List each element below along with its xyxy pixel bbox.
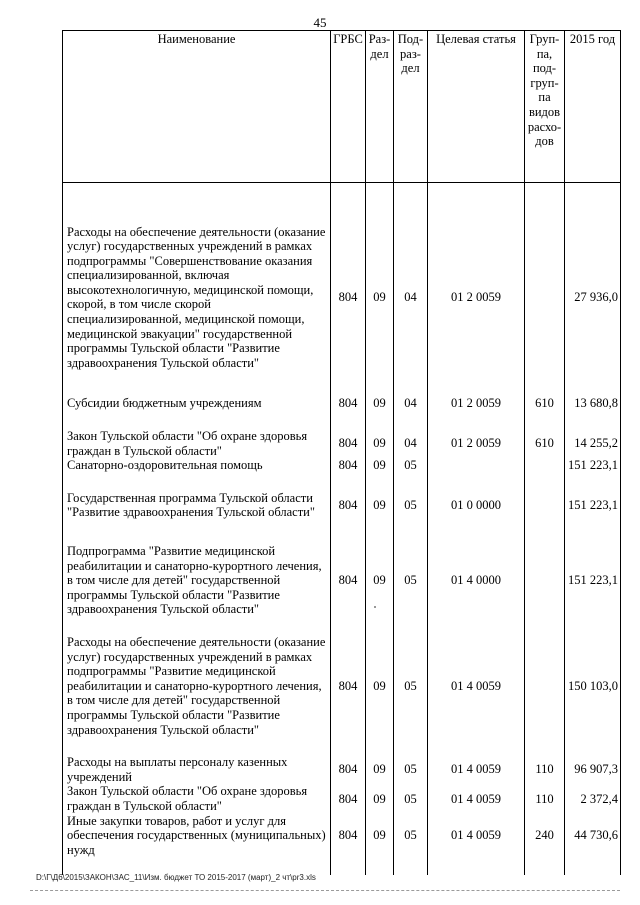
header-article: Целевая статья [428, 31, 525, 183]
row-article: 01 4 0059 [428, 814, 525, 858]
row-article [428, 458, 525, 473]
row-amount: 151 223,1 [565, 544, 621, 617]
row-article: 01 0 0000 [428, 491, 525, 520]
spacer-row [63, 411, 621, 429]
row-grbs: 804 [331, 429, 366, 458]
spacer-row [63, 183, 621, 225]
row-podrazdel: 05 [394, 814, 428, 858]
row-grbs: 804 [331, 635, 366, 737]
footer-file-path: D:\Г\Д6\2015\ЗАКОН\ЗАС_11\Изм. бюджет ТО 2015-2017 (март)_2 чт\pr3.xls [36, 873, 316, 882]
row-razdel: 09 [366, 814, 394, 858]
row-podrazdel: 04 [394, 429, 428, 458]
row-group: 110 [525, 784, 565, 813]
row-amount: 150 103,0 [565, 635, 621, 737]
row-podrazdel: 05 [394, 755, 428, 784]
budget-table [62, 30, 621, 875]
table-row [63, 429, 621, 458]
row-article: 01 4 0059 [428, 784, 525, 813]
row-grbs: 804 [331, 396, 366, 411]
row-razdel: 09 [366, 784, 394, 813]
row-name: Иные закупки товаров, работ и услуг для обеспечения государственных (муниципальных) нужд [63, 814, 331, 858]
table-row [63, 491, 621, 520]
row-amount: 151 223,1 [565, 458, 621, 473]
row-podrazdel: 05 [394, 491, 428, 520]
row-group [525, 635, 565, 737]
row-group [525, 458, 565, 473]
spacer-row [63, 617, 621, 635]
row-group: 110 [525, 755, 565, 784]
row-razdel: 09 [366, 396, 394, 411]
row-amount: 151 223,1 [565, 491, 621, 520]
header-razdel: Раз-дел [366, 31, 394, 183]
row-article: 01 4 0059 [428, 755, 525, 784]
row-amount: 44 730,6 [565, 814, 621, 858]
row-grbs: 804 [331, 814, 366, 858]
row-article: 01 2 0059 [428, 225, 525, 371]
row-article: 01 4 0059 [428, 635, 525, 737]
row-razdel: 09 [366, 458, 394, 473]
header-row [63, 31, 621, 183]
row-group: 610 [525, 429, 565, 458]
row-grbs: 804 [331, 784, 366, 813]
table-row [63, 396, 621, 411]
page-number: 45 [313, 15, 327, 30]
row-group: 610 [525, 396, 565, 411]
row-name: Закон Тульской области "Об охране здоровья граждан в Тульской области" [63, 429, 331, 458]
header-name: Наименование [63, 31, 331, 183]
row-group: 240 [525, 814, 565, 858]
row-razdel: 09 [366, 225, 394, 371]
spacer-row [63, 370, 621, 396]
row-article: 01 2 0059 [428, 396, 525, 411]
row-podrazdel: 04 [394, 225, 428, 371]
row-razdel: 09 [366, 544, 394, 617]
table-row [63, 814, 621, 858]
header-podrazdel: Под-раз-дел [394, 31, 428, 183]
scan-speck [374, 606, 376, 608]
row-name: Государственная программа Тульской области "Развитие здравоохранения Тульской области" [63, 491, 331, 520]
table-row [63, 635, 621, 737]
row-grbs: 804 [331, 755, 366, 784]
row-name: Субсидии бюджетным учреждениям [63, 396, 331, 411]
row-amount: 96 907,3 [565, 755, 621, 784]
row-podrazdel: 05 [394, 784, 428, 813]
row-grbs: 804 [331, 544, 366, 617]
row-grbs: 804 [331, 225, 366, 371]
row-grbs: 804 [331, 458, 366, 473]
row-razdel: 09 [366, 635, 394, 737]
row-article: 01 4 0000 [428, 544, 525, 617]
row-amount: 13 680,8 [565, 396, 621, 411]
table-row [63, 225, 621, 371]
row-group [525, 544, 565, 617]
row-amount: 14 255,2 [565, 429, 621, 458]
table-row [63, 544, 621, 617]
table-row [63, 784, 621, 813]
row-amount: 2 372,4 [565, 784, 621, 813]
row-group [525, 225, 565, 371]
row-article: 01 2 0059 [428, 429, 525, 458]
scan-edge-artifact [30, 890, 620, 893]
row-name: Расходы на выплаты персоналу казенных учреждений [63, 755, 331, 784]
table-row [63, 755, 621, 784]
header-group: Груп-па, под-груп-па видов расхо-дов [525, 31, 565, 183]
table-row [63, 458, 621, 473]
row-razdel: 09 [366, 755, 394, 784]
row-group [525, 491, 565, 520]
row-name: Расходы на обеспечение деятельности (оказание услуг) государственных учреждений в рамках подпрограммы "Совершенствование оказания специализированной, включая высокотехнологичную, медицинской помощи, скорой, в том числе скорой специализированной, медицинской помощи, медицинской эвакуации" государственной программы Тульской области "Развитие здравоохранения Тульской области" [63, 225, 331, 371]
header-grbs: ГРБС [331, 31, 366, 183]
row-razdel: 09 [366, 429, 394, 458]
row-podrazdel: 05 [394, 635, 428, 737]
spacer-row [63, 473, 621, 491]
row-name: Санаторно-оздоровительная помощь [63, 458, 331, 473]
row-razdel: 09 [366, 491, 394, 520]
row-name: Расходы на обеспечение деятельности (оказание услуг) государственных учреждений в рамках подпрограммы "Развитие медицинской реабилитации и санаторно-курортного лечения, в том числе для детей" государственной программы Тульской области "Развитие здравоохранения Тульской области" [63, 635, 331, 737]
spacer-row [63, 520, 621, 544]
row-name: Подпрограмма "Развитие медицинской реабилитации и санаторно-курортного лечения, в том числе для детей" государственной программы Тульской области "Развитие здравоохранения Тульской области" [63, 544, 331, 617]
row-amount: 27 936,0 [565, 225, 621, 371]
row-podrazdel: 04 [394, 396, 428, 411]
header-year: 2015 год [565, 31, 621, 183]
row-podrazdel: 05 [394, 458, 428, 473]
row-name: Закон Тульской области "Об охране здоровья граждан в Тульской области" [63, 784, 331, 813]
row-podrazdel: 05 [394, 544, 428, 617]
row-grbs: 804 [331, 491, 366, 520]
spacer-row [63, 737, 621, 755]
